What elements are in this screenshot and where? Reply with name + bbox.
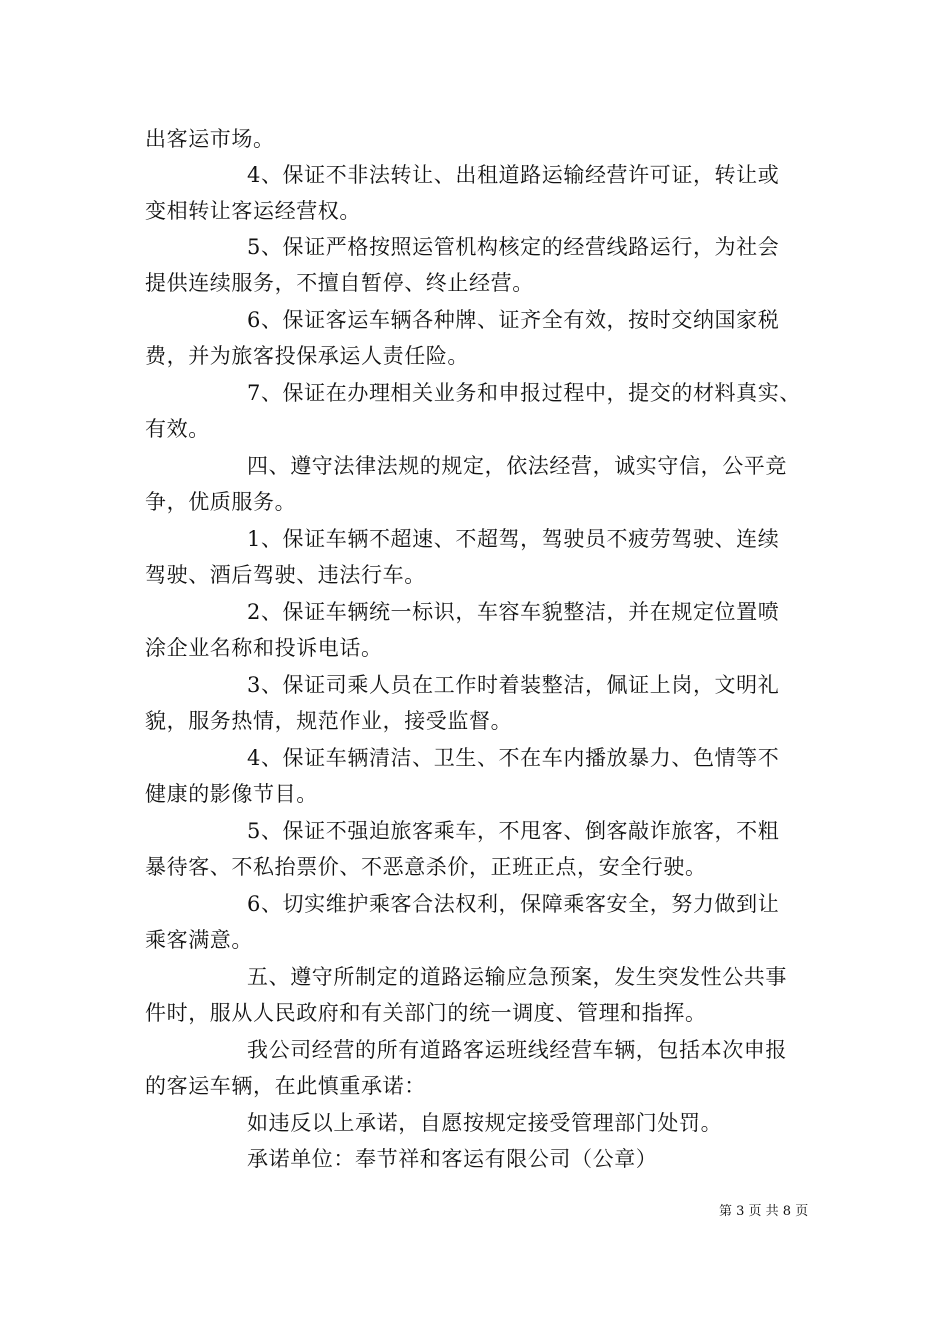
text-line: 驾驶、酒后驾驶、违法行车。: [145, 563, 426, 587]
text-line: 6、切实维护乘客合法权利，保障乘客安全，努力做到让: [247, 892, 780, 916]
text-line: 4、保证车辆清洁、卫生、不在车内播放暴力、色情等不: [247, 746, 780, 770]
text-line: 1、保证车辆不超速、不超驾，驾驶员不疲劳驾驶、连续: [247, 527, 780, 551]
text-line: 有效。: [145, 417, 210, 441]
page-number-footer: 第 3 页 共 8 页: [719, 1204, 809, 1219]
text-line: 五、遵守所制定的道路运输应急预案，发生突发性公共事: [247, 965, 787, 989]
text-line: 出客运市场。: [145, 127, 275, 151]
text-line: 变相转让客运经营权。: [145, 199, 361, 223]
text-line: 7、保证在办理相关业务和申报过程中，提交的材料真实、: [247, 381, 801, 405]
text-line: 件时，服从人民政府和有关部门的统一调度、管理和指挥。: [145, 1001, 707, 1025]
text-line: 5、保证严格按照运管机构核定的经营线路运行，为社会: [247, 235, 780, 259]
text-line: 5、保证不强迫旅客乘车，不甩客、倒客敲诈旅客，不粗: [247, 819, 780, 843]
text-line: 4、保证不非法转让、出租道路运输经营许可证，转让或: [247, 163, 780, 187]
text-line: 2、保证车辆统一标识，车容车貌整洁，并在规定位置喷: [247, 600, 780, 624]
text-line: 6、保证客运车辆各种牌、证齐全有效，按时交纳国家税: [247, 308, 780, 332]
text-line: 涂企业名称和投诉电话。: [145, 636, 383, 660]
text-line: 费，并为旅客投保承运人责任险。: [145, 344, 469, 368]
text-line: 承诺单位：奉节祥和客运有限公司（公章）: [247, 1147, 658, 1171]
text-line: 争，优质服务。: [145, 490, 297, 514]
text-line: 3、保证司乘人员在工作时着装整洁，佩证上岗，文明礼: [247, 673, 780, 697]
text-line: 貌，服务热情，规范作业，接受监督。: [145, 709, 513, 733]
text-line: 如违反以上承诺，自愿按规定接受管理部门处罚。: [247, 1111, 723, 1135]
text-line: 我公司经营的所有道路客运班线经营车辆，包括本次申报: [247, 1038, 787, 1062]
text-line: 四、遵守法律法规的规定，依法经营，诚实守信，公平竞: [247, 454, 787, 478]
text-line: 的客运车辆，在此慎重承诺：: [145, 1074, 426, 1098]
text-line: 乘客满意。: [145, 928, 253, 952]
text-line: 暴待客、不私抬票价、不恶意杀价，正班正点，安全行驶。: [145, 855, 707, 879]
text-line: 健康的影像节目。: [145, 782, 318, 806]
text-line: 提供连续服务，不擅自暂停、终止经营。: [145, 271, 534, 295]
